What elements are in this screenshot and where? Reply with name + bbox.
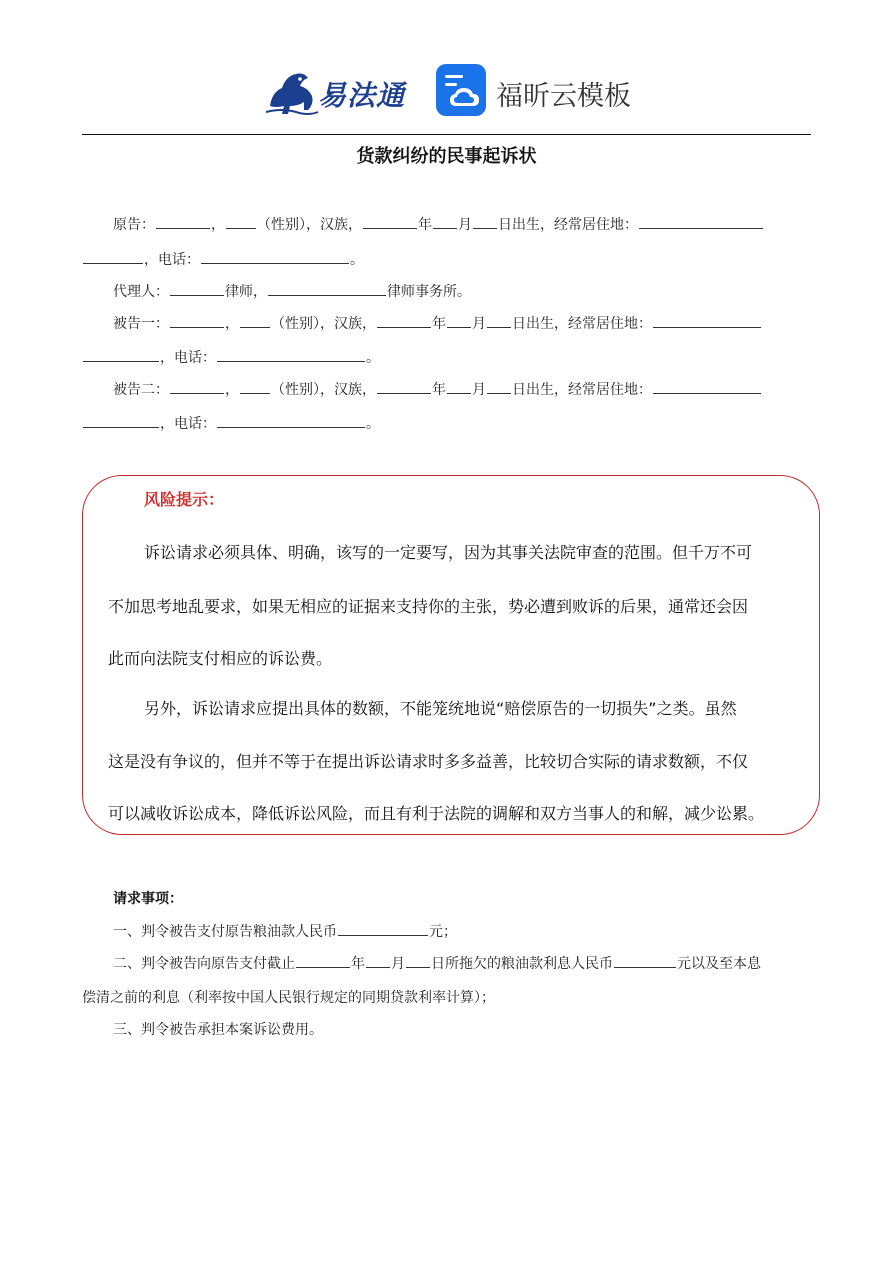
- defendant2-line-2: ，电话： 。: [82, 413, 380, 433]
- risk-line: 另外，诉讼请求应提出具体的数额，不能笼统地说“赔偿原告的一切损失”之类。虽然: [144, 699, 737, 718]
- risk-notice-title: 风险提示：: [144, 490, 225, 509]
- requests-title: 请求事项：: [113, 891, 183, 907]
- agent-line: 代理人： 律师， 律师事务所。: [113, 281, 471, 301]
- yifatong-logo: [262, 62, 412, 122]
- risk-line: 这是没有争议的，但并不等于在提出诉讼请求时多多益善，比较切合实际的请求数额，不仅: [108, 752, 749, 771]
- logo1-text: 易法通: [318, 79, 406, 112]
- risk-line: 此而向法院支付相应的诉讼费。: [108, 649, 333, 668]
- header: [0, 52, 893, 132]
- risk-line: 诉讼请求必须具体、明确，该写的一定要写，因为其事关法院审查的范围。但千万不可: [144, 543, 753, 562]
- risk-line: 可以减收诉讼成本，降低诉讼风险，而且有利于法院的调解和双方当事人的和解，减少讼累。: [108, 804, 765, 823]
- defendant2-line-1: 被告二： ， （性别），汉族， 年 月 日出生，经常居住地：: [113, 379, 762, 399]
- foxit-logo: [436, 64, 636, 120]
- defendant1-line-1: 被告一： ， （性别），汉族， 年 月 日出生，经常居住地：: [113, 313, 762, 333]
- request-item-2: 二、判令被告向原告支付截止 年 月 日所拖欠的粮油款利息人民币 元以及至本息: [113, 953, 761, 973]
- qilin-logo-icon: [262, 62, 322, 122]
- logo2-text: 福昕云模板: [496, 81, 631, 112]
- risk-line: 不加思考地乱要求，如果无相应的证据来支持你的主张，势必遭到败诉的后果，通常还会因: [108, 597, 749, 616]
- plaintiff-line-2: ，电话： 。: [82, 249, 364, 269]
- plaintiff-line-1: 原告： ， （性别），汉族， 年 月 日出生，经常居住地：: [113, 214, 764, 234]
- request-item-2-cont: 偿清之前的利息（利率按中国人民银行规定的同期贷款利率计算）；: [82, 990, 495, 1006]
- defendant1-line-2: ，电话： 。: [82, 347, 380, 367]
- request-item-1: 一、判令被告支付原告粮油款人民币 元；: [113, 921, 457, 941]
- document-title: 货款纠纷的民事起诉状: [356, 146, 537, 167]
- header-divider: [82, 134, 811, 135]
- foxit-cloud-icon: [436, 64, 486, 116]
- request-item-3: 三、判令被告承担本案诉讼费用。: [113, 1022, 323, 1038]
